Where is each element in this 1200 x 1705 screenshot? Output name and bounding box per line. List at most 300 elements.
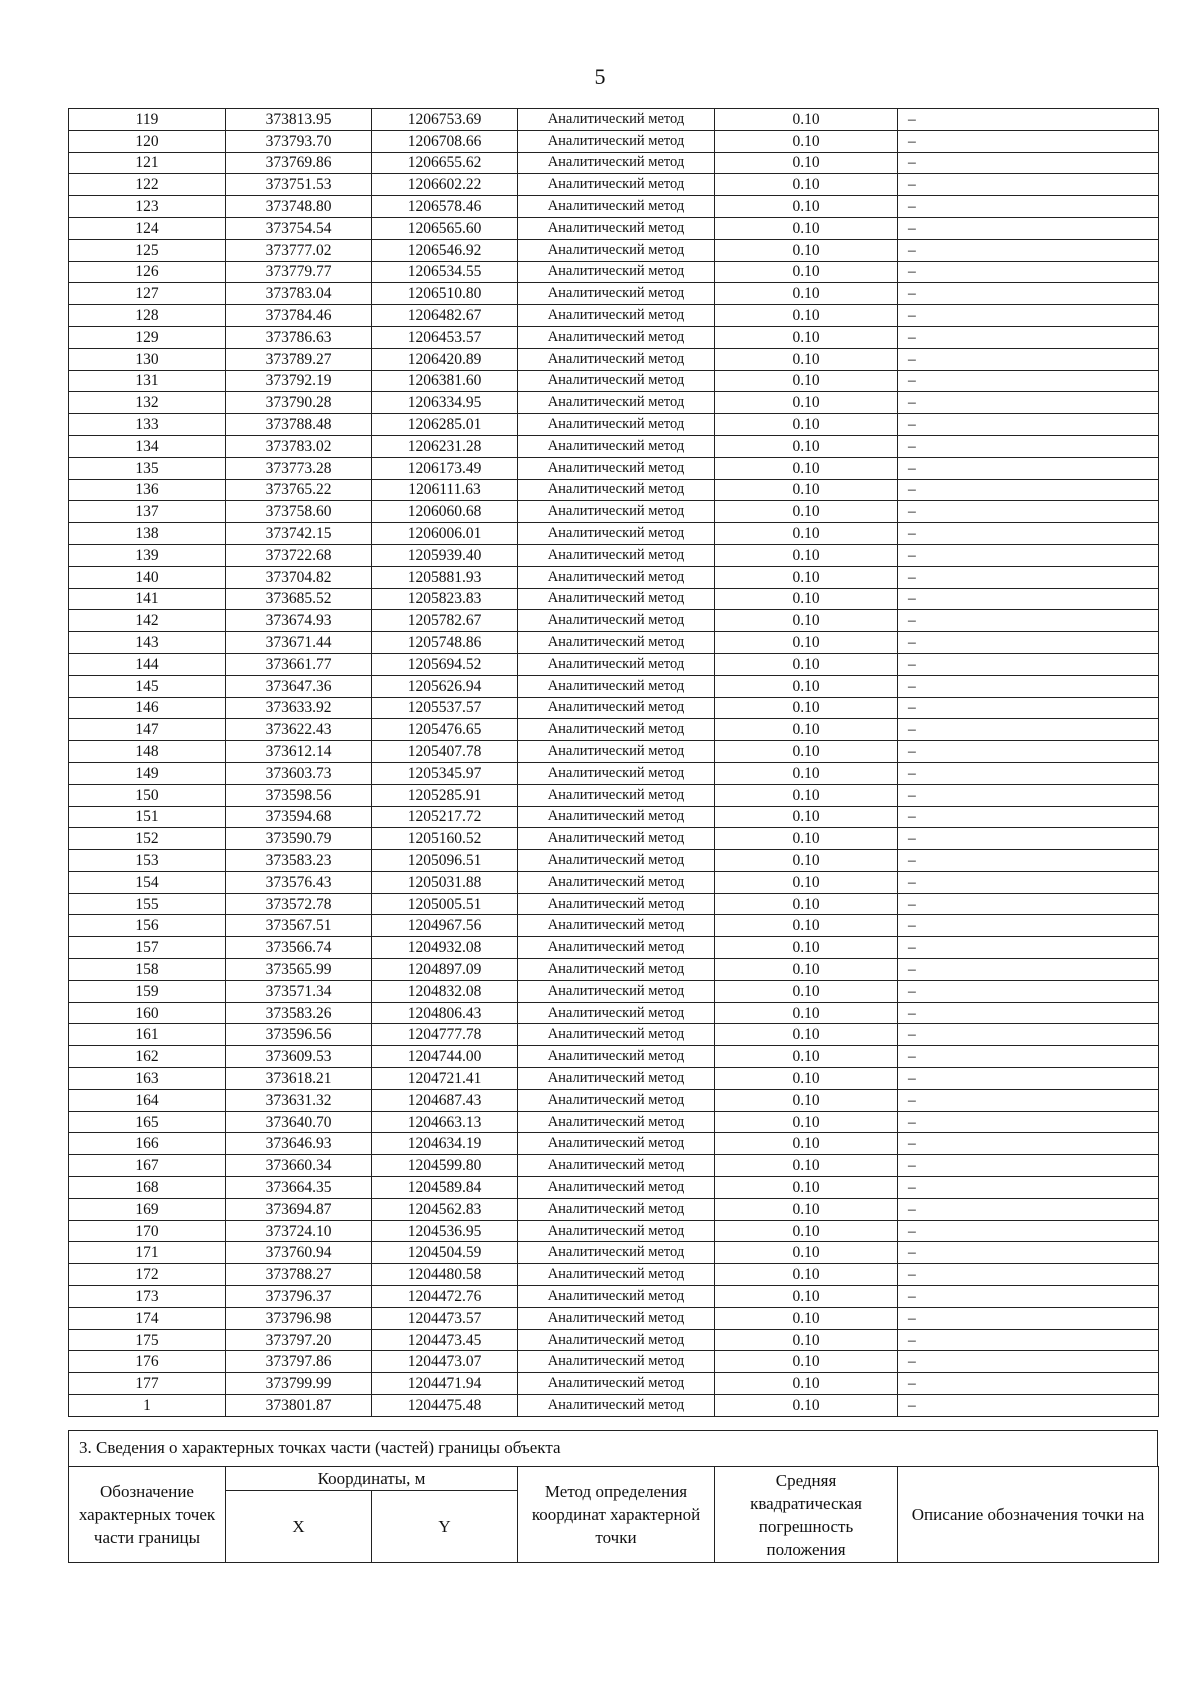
point-number-cell: 166 [69, 1133, 226, 1155]
accuracy-cell: 0.10 [715, 1089, 898, 1111]
point-number-cell: 119 [69, 109, 226, 131]
description-cell: – [898, 1329, 1159, 1351]
point-number-cell: 169 [69, 1198, 226, 1220]
table-row [69, 632, 1159, 654]
table-row [69, 828, 1159, 850]
method-cell: Аналитический метод [518, 588, 715, 610]
y-coordinate-cell: 1205407.78 [372, 741, 518, 763]
x-coordinate-cell: 373671.44 [226, 632, 372, 654]
description-cell: – [898, 1155, 1159, 1177]
point-number-cell: 150 [69, 784, 226, 806]
accuracy-cell: 0.10 [715, 980, 898, 1002]
x-coordinate-cell: 373788.48 [226, 414, 372, 436]
method-cell: Аналитический метод [518, 1198, 715, 1220]
accuracy-cell: 0.10 [715, 370, 898, 392]
description-cell: – [898, 1395, 1159, 1417]
accuracy-cell: 0.10 [715, 1046, 898, 1068]
point-number-cell: 155 [69, 893, 226, 915]
point-number-cell: 147 [69, 719, 226, 741]
accuracy-cell: 0.10 [715, 959, 898, 981]
table-row [69, 719, 1159, 741]
table-row [69, 1024, 1159, 1046]
accuracy-cell: 0.10 [715, 174, 898, 196]
point-number-cell: 146 [69, 697, 226, 719]
x-coordinate-cell: 373783.02 [226, 435, 372, 457]
table-row [69, 610, 1159, 632]
method-cell: Аналитический метод [518, 762, 715, 784]
table-row [69, 392, 1159, 414]
x-coordinate-cell: 373758.60 [226, 501, 372, 523]
description-cell: – [898, 1264, 1159, 1286]
x-coordinate-cell: 373724.10 [226, 1220, 372, 1242]
method-cell: Аналитический метод [518, 610, 715, 632]
method-cell: Аналитический метод [518, 1068, 715, 1090]
description-cell: – [898, 174, 1159, 196]
accuracy-cell: 0.10 [715, 871, 898, 893]
description-cell: – [898, 414, 1159, 436]
x-coordinate-cell: 373765.22 [226, 479, 372, 501]
table-row [69, 544, 1159, 566]
method-cell: Аналитический метод [518, 893, 715, 915]
y-coordinate-cell: 1205782.67 [372, 610, 518, 632]
point-number-cell: 135 [69, 457, 226, 479]
description-cell: – [898, 130, 1159, 152]
x-coordinate-cell: 373622.43 [226, 719, 372, 741]
table-row [69, 1307, 1159, 1329]
accuracy-cell: 0.10 [715, 653, 898, 675]
point-number-cell: 167 [69, 1155, 226, 1177]
accuracy-cell: 0.10 [715, 348, 898, 370]
description-cell: – [898, 719, 1159, 741]
method-cell: Аналитический метод [518, 784, 715, 806]
y-coordinate-cell: 1204472.76 [372, 1286, 518, 1308]
point-number-cell: 157 [69, 937, 226, 959]
description-cell: – [898, 980, 1159, 1002]
method-cell: Аналитический метод [518, 1329, 715, 1351]
y-coordinate-cell: 1204832.08 [372, 980, 518, 1002]
table-row [69, 697, 1159, 719]
accuracy-cell: 0.10 [715, 1242, 898, 1264]
y-coordinate-cell: 1204473.57 [372, 1307, 518, 1329]
coordinates-table [68, 108, 1159, 1417]
table-row [69, 893, 1159, 915]
coordinates-table-body [69, 109, 1159, 1417]
header-x: X [226, 1491, 372, 1563]
table-row [69, 1089, 1159, 1111]
point-number-cell: 177 [69, 1373, 226, 1395]
accuracy-cell: 0.10 [715, 414, 898, 436]
point-number-cell: 168 [69, 1177, 226, 1199]
y-coordinate-cell: 1205285.91 [372, 784, 518, 806]
description-cell: – [898, 871, 1159, 893]
method-cell: Аналитический метод [518, 741, 715, 763]
y-coordinate-cell: 1206334.95 [372, 392, 518, 414]
x-coordinate-cell: 373792.19 [226, 370, 372, 392]
table-row [69, 348, 1159, 370]
method-cell: Аналитический метод [518, 1242, 715, 1264]
accuracy-cell: 0.10 [715, 501, 898, 523]
point-number-cell: 153 [69, 850, 226, 872]
y-coordinate-cell: 1204806.43 [372, 1002, 518, 1024]
method-cell: Аналитический метод [518, 523, 715, 545]
accuracy-cell: 0.10 [715, 697, 898, 719]
point-number-cell: 1 [69, 1395, 226, 1417]
description-cell: – [898, 348, 1159, 370]
header-accuracy: Средняя квадратическая погрешность положения [715, 1467, 898, 1563]
point-number-cell: 154 [69, 871, 226, 893]
y-coordinate-cell: 1204932.08 [372, 937, 518, 959]
x-coordinate-cell: 373790.28 [226, 392, 372, 414]
table-row [69, 523, 1159, 545]
method-cell: Аналитический метод [518, 1046, 715, 1068]
accuracy-cell: 0.10 [715, 523, 898, 545]
x-coordinate-cell: 373566.74 [226, 937, 372, 959]
description-cell: – [898, 610, 1159, 632]
method-cell: Аналитический метод [518, 130, 715, 152]
table-row [69, 283, 1159, 305]
description-cell: – [898, 1220, 1159, 1242]
accuracy-cell: 0.10 [715, 1024, 898, 1046]
table-row [69, 675, 1159, 697]
point-number-cell: 128 [69, 305, 226, 327]
method-cell: Аналитический метод [518, 959, 715, 981]
method-cell: Аналитический метод [518, 1133, 715, 1155]
method-cell: Аналитический метод [518, 1373, 715, 1395]
point-number-cell: 145 [69, 675, 226, 697]
x-coordinate-cell: 373596.56 [226, 1024, 372, 1046]
point-number-cell: 134 [69, 435, 226, 457]
x-coordinate-cell: 373786.63 [226, 326, 372, 348]
table-row [69, 566, 1159, 588]
y-coordinate-cell: 1205748.86 [372, 632, 518, 654]
y-coordinate-cell: 1204475.48 [372, 1395, 518, 1417]
method-cell: Аналитический метод [518, 305, 715, 327]
y-coordinate-cell: 1206534.55 [372, 261, 518, 283]
point-number-cell: 124 [69, 217, 226, 239]
y-coordinate-cell: 1205626.94 [372, 675, 518, 697]
accuracy-cell: 0.10 [715, 937, 898, 959]
description-cell: – [898, 828, 1159, 850]
accuracy-cell: 0.10 [715, 283, 898, 305]
method-cell: Аналитический метод [518, 174, 715, 196]
description-cell: – [898, 937, 1159, 959]
x-coordinate-cell: 373594.68 [226, 806, 372, 828]
x-coordinate-cell: 373777.02 [226, 239, 372, 261]
y-coordinate-cell: 1206173.49 [372, 457, 518, 479]
method-cell: Аналитический метод [518, 217, 715, 239]
x-coordinate-cell: 373769.86 [226, 152, 372, 174]
method-cell: Аналитический метод [518, 544, 715, 566]
method-cell: Аналитический метод [518, 196, 715, 218]
description-cell: – [898, 1089, 1159, 1111]
description-cell: – [898, 784, 1159, 806]
point-number-cell: 149 [69, 762, 226, 784]
point-number-cell: 142 [69, 610, 226, 632]
table-row [69, 1329, 1159, 1351]
y-coordinate-cell: 1205537.57 [372, 697, 518, 719]
point-number-cell: 136 [69, 479, 226, 501]
point-number-cell: 160 [69, 1002, 226, 1024]
x-coordinate-cell: 373779.77 [226, 261, 372, 283]
accuracy-cell: 0.10 [715, 741, 898, 763]
y-coordinate-cell: 1205939.40 [372, 544, 518, 566]
method-cell: Аналитический метод [518, 457, 715, 479]
x-coordinate-cell: 373694.87 [226, 1198, 372, 1220]
method-cell: Аналитический метод [518, 501, 715, 523]
point-number-cell: 172 [69, 1264, 226, 1286]
description-cell: – [898, 697, 1159, 719]
method-cell: Аналитический метод [518, 152, 715, 174]
accuracy-cell: 0.10 [715, 1002, 898, 1024]
method-cell: Аналитический метод [518, 980, 715, 1002]
y-coordinate-cell: 1204663.13 [372, 1111, 518, 1133]
y-coordinate-cell: 1206708.66 [372, 130, 518, 152]
method-cell: Аналитический метод [518, 1002, 715, 1024]
table-row [69, 501, 1159, 523]
table-row [69, 784, 1159, 806]
point-number-cell: 156 [69, 915, 226, 937]
accuracy-cell: 0.10 [715, 1111, 898, 1133]
x-coordinate-cell: 373583.26 [226, 1002, 372, 1024]
method-cell: Аналитический метод [518, 937, 715, 959]
table-row [69, 1242, 1159, 1264]
accuracy-cell: 0.10 [715, 1220, 898, 1242]
table-row [69, 435, 1159, 457]
method-cell: Аналитический метод [518, 850, 715, 872]
table-row [69, 261, 1159, 283]
x-coordinate-cell: 373660.34 [226, 1155, 372, 1177]
x-coordinate-cell: 373742.15 [226, 523, 372, 545]
description-cell: – [898, 741, 1159, 763]
table-row [69, 1373, 1159, 1395]
description-cell: – [898, 1351, 1159, 1373]
table-row [69, 130, 1159, 152]
table-row [69, 196, 1159, 218]
description-cell: – [898, 566, 1159, 588]
method-cell: Аналитический метод [518, 1024, 715, 1046]
accuracy-cell: 0.10 [715, 610, 898, 632]
method-cell: Аналитический метод [518, 653, 715, 675]
accuracy-cell: 0.10 [715, 1351, 898, 1373]
method-cell: Аналитический метод [518, 392, 715, 414]
table-row [69, 741, 1159, 763]
description-cell: – [898, 1024, 1159, 1046]
y-coordinate-cell: 1204473.45 [372, 1329, 518, 1351]
point-number-cell: 139 [69, 544, 226, 566]
y-coordinate-cell: 1206565.60 [372, 217, 518, 239]
method-cell: Аналитический метод [518, 1155, 715, 1177]
x-coordinate-cell: 373754.54 [226, 217, 372, 239]
y-coordinate-cell: 1206060.68 [372, 501, 518, 523]
point-number-cell: 122 [69, 174, 226, 196]
table-row [69, 1220, 1159, 1242]
y-coordinate-cell: 1204562.83 [372, 1198, 518, 1220]
x-coordinate-cell: 373631.32 [226, 1089, 372, 1111]
accuracy-cell: 0.10 [715, 239, 898, 261]
description-cell: – [898, 479, 1159, 501]
y-coordinate-cell: 1206285.01 [372, 414, 518, 436]
point-number-cell: 121 [69, 152, 226, 174]
table-row [69, 937, 1159, 959]
header-coordinates: Координаты, м [226, 1467, 518, 1491]
description-cell: – [898, 305, 1159, 327]
method-cell: Аналитический метод [518, 239, 715, 261]
y-coordinate-cell: 1204634.19 [372, 1133, 518, 1155]
point-number-cell: 131 [69, 370, 226, 392]
point-number-cell: 176 [69, 1351, 226, 1373]
method-cell: Аналитический метод [518, 435, 715, 457]
y-coordinate-cell: 1206453.57 [372, 326, 518, 348]
point-number-cell: 138 [69, 523, 226, 545]
x-coordinate-cell: 373789.27 [226, 348, 372, 370]
point-number-cell: 151 [69, 806, 226, 828]
y-coordinate-cell: 1206578.46 [372, 196, 518, 218]
table-row [69, 326, 1159, 348]
accuracy-cell: 0.10 [715, 457, 898, 479]
header-description: Описание обозначения точки на [898, 1467, 1159, 1563]
table-row [69, 1264, 1159, 1286]
description-cell: – [898, 1373, 1159, 1395]
point-number-cell: 129 [69, 326, 226, 348]
table-row [69, 762, 1159, 784]
point-number-cell: 171 [69, 1242, 226, 1264]
y-coordinate-cell: 1206546.92 [372, 239, 518, 261]
description-cell: – [898, 1286, 1159, 1308]
method-cell: Аналитический метод [518, 1264, 715, 1286]
point-number-cell: 141 [69, 588, 226, 610]
point-number-cell: 144 [69, 653, 226, 675]
method-cell: Аналитический метод [518, 871, 715, 893]
description-cell: – [898, 915, 1159, 937]
table-row [69, 217, 1159, 239]
table-row [69, 1351, 1159, 1373]
x-coordinate-cell: 373603.73 [226, 762, 372, 784]
page-number: 5 [594, 64, 606, 89]
accuracy-cell: 0.10 [715, 784, 898, 806]
method-cell: Аналитический метод [518, 1177, 715, 1199]
x-coordinate-cell: 373788.27 [226, 1264, 372, 1286]
description-cell: – [898, 653, 1159, 675]
method-cell: Аналитический метод [518, 1351, 715, 1373]
y-coordinate-cell: 1205476.65 [372, 719, 518, 741]
point-number-cell: 143 [69, 632, 226, 654]
table-row [69, 239, 1159, 261]
y-coordinate-cell: 1206381.60 [372, 370, 518, 392]
table-row [69, 1286, 1159, 1308]
y-coordinate-cell: 1204536.95 [372, 1220, 518, 1242]
x-coordinate-cell: 373590.79 [226, 828, 372, 850]
x-coordinate-cell: 373796.37 [226, 1286, 372, 1308]
method-cell: Аналитический метод [518, 1220, 715, 1242]
method-cell: Аналитический метод [518, 915, 715, 937]
description-cell: – [898, 109, 1159, 131]
table-row [69, 370, 1159, 392]
table-row [69, 1002, 1159, 1024]
point-number-cell: 174 [69, 1307, 226, 1329]
table-row [69, 1111, 1159, 1133]
y-coordinate-cell: 1204721.41 [372, 1068, 518, 1090]
accuracy-cell: 0.10 [715, 1177, 898, 1199]
accuracy-cell: 0.10 [715, 479, 898, 501]
point-number-cell: 175 [69, 1329, 226, 1351]
y-coordinate-cell: 1204480.58 [372, 1264, 518, 1286]
y-coordinate-cell: 1204589.84 [372, 1177, 518, 1199]
accuracy-cell: 0.10 [715, 152, 898, 174]
description-cell: – [898, 196, 1159, 218]
accuracy-cell: 0.10 [715, 893, 898, 915]
method-cell: Аналитический метод [518, 348, 715, 370]
description-cell: – [898, 152, 1159, 174]
table-row [69, 457, 1159, 479]
table-row [69, 871, 1159, 893]
point-number-cell: 120 [69, 130, 226, 152]
y-coordinate-cell: 1205694.52 [372, 653, 518, 675]
y-coordinate-cell: 1204504.59 [372, 1242, 518, 1264]
x-coordinate-cell: 373633.92 [226, 697, 372, 719]
description-cell: – [898, 1198, 1159, 1220]
method-cell: Аналитический метод [518, 479, 715, 501]
table-row [69, 653, 1159, 675]
point-number-cell: 162 [69, 1046, 226, 1068]
x-coordinate-cell: 373612.14 [226, 741, 372, 763]
x-coordinate-cell: 373565.99 [226, 959, 372, 981]
y-coordinate-cell: 1206602.22 [372, 174, 518, 196]
x-coordinate-cell: 373572.78 [226, 893, 372, 915]
x-coordinate-cell: 373646.93 [226, 1133, 372, 1155]
x-coordinate-cell: 373748.80 [226, 196, 372, 218]
x-coordinate-cell: 373567.51 [226, 915, 372, 937]
y-coordinate-cell: 1205096.51 [372, 850, 518, 872]
point-number-cell: 161 [69, 1024, 226, 1046]
x-coordinate-cell: 373813.95 [226, 109, 372, 131]
description-cell: – [898, 1111, 1159, 1133]
y-coordinate-cell: 1205345.97 [372, 762, 518, 784]
point-number-cell: 132 [69, 392, 226, 414]
method-cell: Аналитический метод [518, 566, 715, 588]
point-number-cell: 159 [69, 980, 226, 1002]
x-coordinate-cell: 373704.82 [226, 566, 372, 588]
method-cell: Аналитический метод [518, 414, 715, 436]
y-coordinate-cell: 1206655.62 [372, 152, 518, 174]
accuracy-cell: 0.10 [715, 1373, 898, 1395]
description-cell: – [898, 370, 1159, 392]
header-designation: Обозначение характерных точек части границы [69, 1467, 226, 1563]
table-row [69, 850, 1159, 872]
y-coordinate-cell: 1204777.78 [372, 1024, 518, 1046]
accuracy-cell: 0.10 [715, 915, 898, 937]
description-cell: – [898, 1177, 1159, 1199]
x-coordinate-cell: 373661.77 [226, 653, 372, 675]
description-cell: – [898, 1307, 1159, 1329]
description-cell: – [898, 588, 1159, 610]
point-number-cell: 165 [69, 1111, 226, 1133]
description-cell: – [898, 959, 1159, 981]
description-cell: – [898, 501, 1159, 523]
method-cell: Аналитический метод [518, 1307, 715, 1329]
table-row [69, 1155, 1159, 1177]
x-coordinate-cell: 373797.86 [226, 1351, 372, 1373]
point-number-cell: 125 [69, 239, 226, 261]
header-method: Метод определения координат характерной точки [518, 1467, 715, 1563]
description-cell: – [898, 675, 1159, 697]
y-coordinate-cell: 1205031.88 [372, 871, 518, 893]
table-row [69, 174, 1159, 196]
description-cell: – [898, 632, 1159, 654]
x-coordinate-cell: 373640.70 [226, 1111, 372, 1133]
y-coordinate-cell: 1206231.28 [372, 435, 518, 457]
accuracy-cell: 0.10 [715, 1307, 898, 1329]
y-coordinate-cell: 1204897.09 [372, 959, 518, 981]
